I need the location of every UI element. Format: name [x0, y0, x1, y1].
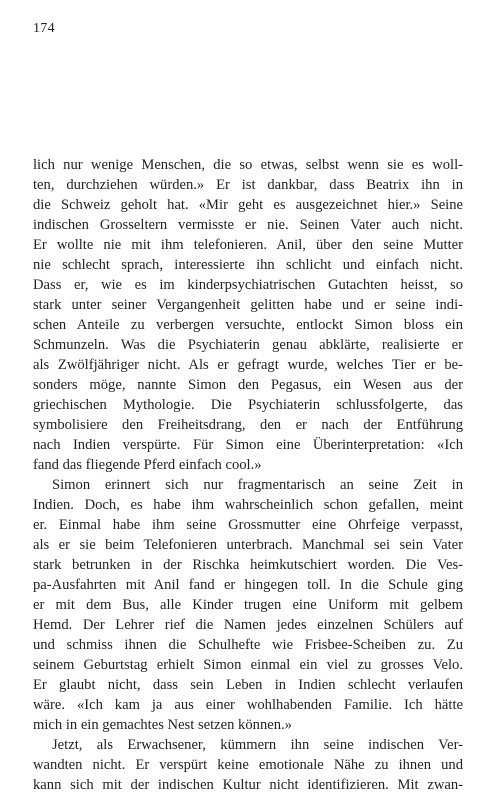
- text-line: kann sich mit der indischen Kultur nicht identifizieren. Mit zwan-: [33, 777, 463, 793]
- text-line: nach Indien verspürte. Für Simon eine Überinterpretation: «Ich: [33, 437, 463, 453]
- text-line: Indien. Doch, es habe ihm wahrscheinlich schon gefallen, meint: [33, 497, 463, 513]
- text-line: Er glaubt nicht, dass sein Leben in Indien schlecht verlaufen: [33, 677, 463, 693]
- text-line: er mit dem Bus, alle Kinder trugen eine Uniform mit gelbem: [33, 597, 463, 613]
- paragraph-3: [33, 735, 463, 795]
- text-line: wäre. «Ich kam ja aus einer wohlhabenden Familie. Ich hätte: [33, 697, 463, 713]
- body-text: [33, 155, 463, 795]
- text-line: nie schlecht sprach, interessierte ihn schlicht und einfach nicht.: [33, 257, 463, 273]
- text-line: indischen Grosseltern vermisste er nie. Seinen Vater auch nicht.: [33, 217, 463, 233]
- text-line: seinem Geburtstag erhielt Simon einmal ein viel zu grosses Velo.: [33, 657, 463, 673]
- text-line: stark betrunken in der Rischka heimkutschiert worden. Die Ves-: [33, 557, 463, 573]
- text-line: pa-Ausfahrten mit Anil fand er hingegen toll. In die Schule ging: [33, 577, 463, 593]
- page-number: 174: [33, 21, 55, 36]
- text-line: schen Anteile zu verbergen versuchte, entlockt Simon bloss ein: [33, 317, 463, 333]
- text-line: mich in ein gemachtes Nest setzen können.»: [33, 717, 292, 733]
- text-line: lich nur wenige Menschen, die so etwas, selbst wenn sie es woll-: [33, 157, 463, 173]
- text-line: ten, durchziehen würden.» Er ist dankbar, dass Beatrix ihn in: [33, 177, 463, 193]
- text-line: wandten nicht. Er verspürt keine emotionale Nähe zu ihnen und: [33, 757, 463, 773]
- text-line: sonders möge, nannte Simon den Pegasus, ein Wesen aus der: [33, 377, 463, 393]
- text-line: Jetzt, als Erwachsener, kümmern ihn seine indischen Ver-: [52, 737, 463, 753]
- paragraph-2: [33, 475, 463, 735]
- text-line: Schmunzeln. Was die Psychiaterin genau abklärte, realisierte er: [33, 337, 463, 353]
- text-line: griechischen Mythologie. Die Psychiaterin schlussfolgerte, das: [33, 397, 463, 413]
- text-line: als er sie beim Telefonieren unterbrach. Manchmal sei sein Vater: [33, 537, 463, 553]
- text-line: und schmiss ihnen die Schulhefte wie Frisbee-Scheiben zu. Zu: [33, 637, 463, 653]
- text-line: Simon erinnert sich nur fragmentarisch an seine Zeit in: [52, 477, 463, 493]
- text-line: Hemd. Der Lehrer rief die Namen jedes einzelnen Schülers auf: [33, 617, 463, 633]
- text-line: Er wollte nie mit ihm telefonieren. Anil, über den seine Mutter: [33, 237, 463, 253]
- text-line: als Zwölfjähriger nicht. Als er gefragt wurde, welches Tier er be-: [33, 357, 463, 373]
- text-line: Dass er, wie es im kinderpsychiatrischen Gutachten heisst, so: [33, 277, 463, 293]
- text-line: er. Einmal habe ihm seine Grossmutter eine Ohrfeige verpasst,: [33, 517, 463, 533]
- text-line: die Schweiz geholt hat. «Mir geht es ausgezeichnet hier.» Seine: [33, 197, 463, 213]
- text-line: symbolisiere den Freiheitsdrang, den er nach der Entführung: [33, 417, 463, 433]
- text-line: fand das fliegende Pferd einfach cool.»: [33, 457, 262, 473]
- paragraph-1: [33, 155, 463, 475]
- text-line: stark unter seiner Vergangenheit gelitten habe und er seine indi-: [33, 297, 463, 313]
